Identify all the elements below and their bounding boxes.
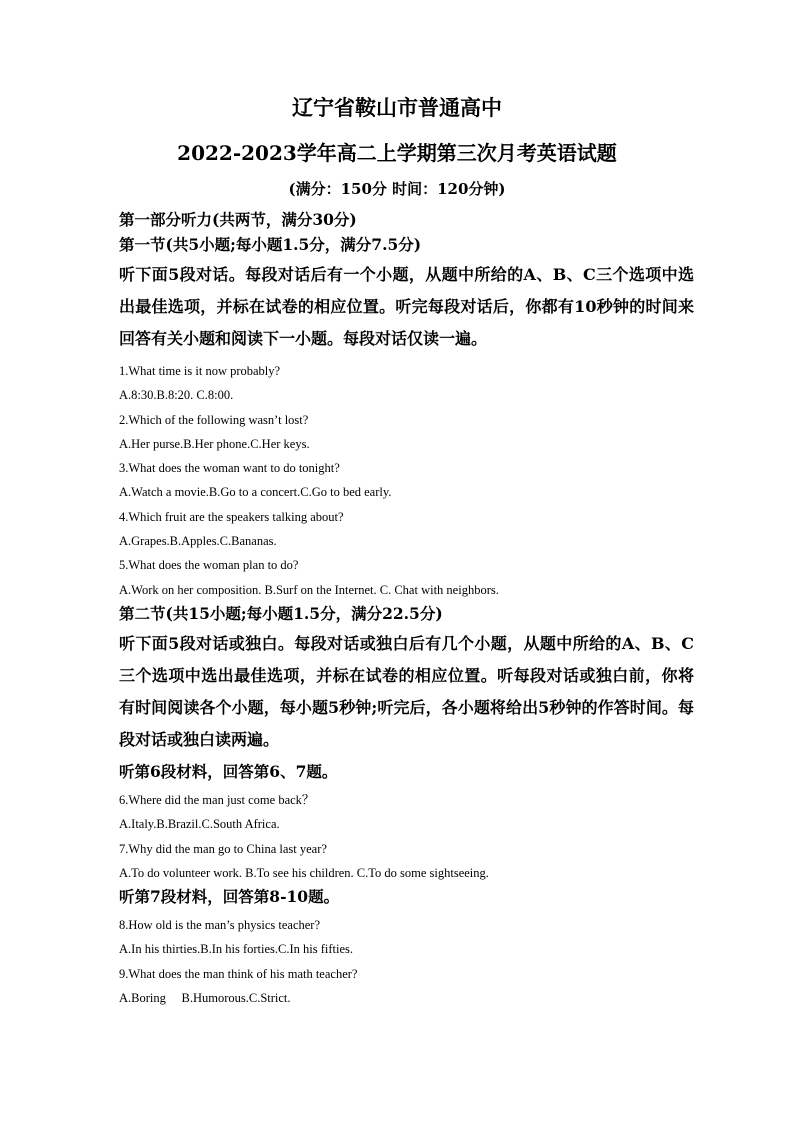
page-title: 辽宁省鞍山市普通高中	[292, 95, 502, 120]
question-4-options: A.Grapes.B.Apples.C.Bananas.	[119, 534, 277, 549]
section2-instruction: 听下面5段对话或独白。每段对话或独白后有几个小题，从题中所给的A、B、C三个选项中选出最佳选项，并标在试卷的相应位置。听每段对话或独白前，你将有时间阅读各个小题，每小题5秒钟;听完后，各小题将给出5秒钟的作答时间。每段对话或独白读两遍。	[119, 633, 694, 749]
question-2-options: A.Her purse.B.Her phone.C.Her keys.	[119, 436, 310, 451]
question-5-options: A.Work on her composition. B.Surf on the Internet. C. Chat with neighbors.	[119, 582, 499, 597]
question-9: 9.What does the man think of his math teacher?	[119, 966, 358, 981]
question-5: 5.What does the woman plan to do?	[119, 558, 299, 573]
question-9-options: A.Boring B.Humorous.C.Strict.	[119, 991, 291, 1006]
section1-heading: 第一节(共5小题;每小题1.5分，满分7.5分)	[119, 235, 422, 254]
question-1-options: A.8:30.B.8:20. C.8:00.	[119, 388, 234, 403]
section1-instruction: 听下面5段对话。每段对话后有一个小题，从题中所给的A、B、C三个选项中选出最佳选项，并标在试卷的相应位置。听完每段对话后，你都有10秒钟的时间来回答有关小题和阅读下一小题。每段对话仅读一遍。	[119, 265, 694, 348]
exam-subtitle: 2022-2023学年高二上学期第三次月考英语试题	[177, 141, 617, 165]
score-time-info: (满分：150分 时间：120分钟)	[288, 180, 506, 198]
question-8: 8.How old is the man’s physics teacher?	[119, 918, 320, 933]
question-4: 4.Which fruit are the speakers talking about?	[119, 509, 344, 524]
material7-heading: 听第7段材料，回答第8-10题。	[119, 887, 340, 907]
question-3-options: A.Watch a movie.B.Go to a concert.C.Go to bed early.	[119, 485, 392, 500]
material6-heading: 听第6段材料，回答第6、7题。	[119, 761, 338, 781]
question-7: 7.Why did the man go to China last year?	[119, 841, 327, 856]
section2-heading: 第二节(共15小题;每小题1.5分，满分22.5分)	[119, 603, 443, 623]
exam-content	[119, 208, 694, 1010]
question-6: 6.Where did the man just come back？	[119, 792, 315, 807]
part1-heading: 第一部分听力(共两节，满分30分)	[119, 210, 357, 229]
question-1: 1.What time is it now probably?	[119, 364, 281, 378]
question-2: 2.Which of the following wasn’t lost?	[119, 412, 309, 427]
question-3: 3.What does the woman want to do tonight?	[119, 461, 340, 476]
question-7-options: A.To do volunteer work. B.To see his children. C.To do some sightseeing.	[119, 865, 489, 880]
question-6-options: A.Italy.B.Brazil.C.South Africa.	[119, 817, 280, 832]
question-8-options: A.In his thirties.B.In his forties.C.In his fifties.	[119, 942, 354, 957]
